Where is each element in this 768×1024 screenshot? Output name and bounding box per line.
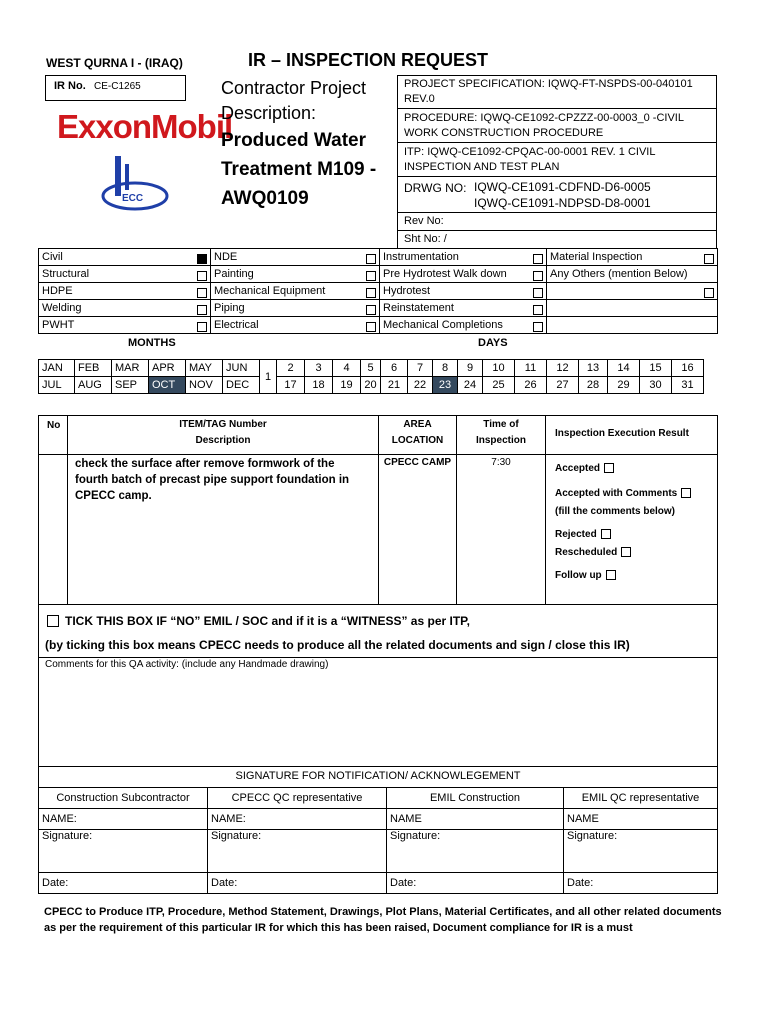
checkbox-icon[interactable] xyxy=(366,288,376,298)
discipline-electrical[interactable]: Electrical xyxy=(211,317,380,334)
day-cell[interactable]: 13 xyxy=(579,360,608,377)
month-cell[interactable]: JAN xyxy=(39,360,75,377)
date-field[interactable]: Date: xyxy=(39,873,208,894)
checkbox-icon[interactable] xyxy=(366,305,376,315)
checkbox-icon[interactable] xyxy=(704,288,714,298)
day-cell[interactable]: 24 xyxy=(458,377,483,394)
discipline-pre-hydrotest[interactable]: Pre Hydrotest Walk down xyxy=(380,266,547,283)
day-cell[interactable]: 7 xyxy=(408,360,433,377)
result-accepted[interactable]: Accepted xyxy=(555,463,614,474)
discipline-nde[interactable]: NDE xyxy=(211,249,380,266)
ir-value: CE-C1265 xyxy=(94,81,141,92)
checkbox-icon[interactable] xyxy=(197,288,207,298)
date-field[interactable]: Date: xyxy=(208,873,387,894)
sig-col: EMIL Construction xyxy=(387,788,564,809)
item-time: 7:30 xyxy=(491,457,511,468)
day-cell[interactable]: 22 xyxy=(408,377,433,394)
discipline-mechanical-completions[interactable]: Mechanical Completions xyxy=(380,317,547,334)
contractor-label: Contractor Project Description: xyxy=(221,78,367,123)
checkbox-icon[interactable] xyxy=(621,547,631,557)
day-cell[interactable]: 17 xyxy=(277,377,305,394)
tick-line-1: TICK THIS BOX IF “NO” EMIL / SOC and if it is a “WITNESS” as per ITP, xyxy=(65,614,470,628)
discipline-row xyxy=(39,317,718,334)
cecc-logo-icon xyxy=(95,150,175,214)
discipline-material-inspection[interactable]: Material Inspection xyxy=(547,249,718,266)
signature-title: SIGNATURE FOR NOTIFICATION/ ACKNOWLEGEMENT xyxy=(235,770,521,782)
sig-col: EMIL QC representative xyxy=(564,788,718,809)
signature-field[interactable]: Signature: xyxy=(208,830,387,873)
checkbox-icon[interactable] xyxy=(197,254,207,264)
day-cell[interactable]: 21 xyxy=(381,377,408,394)
site-label: WEST QURNA I - (IRAQ) xyxy=(46,56,183,70)
day-cell[interactable]: 26 xyxy=(515,377,547,394)
discipline-civil[interactable]: Civil xyxy=(39,249,211,266)
signature-title-box xyxy=(38,766,718,788)
month-cell[interactable]: JUN xyxy=(223,360,260,377)
discipline-piping[interactable]: Piping xyxy=(211,300,380,317)
discipline-any-others: Any Others (mention Below) xyxy=(547,266,718,283)
day-cell[interactable]: 18 xyxy=(305,377,333,394)
signature-field[interactable]: Signature: xyxy=(564,830,718,873)
checkbox-icon[interactable] xyxy=(533,305,543,315)
procedure: PROCEDURE: IQWQ-CE1092-CPZZZ-00-0003_0 -CIVIL WORK CONSTRUCTION PROCEDURE xyxy=(398,109,716,143)
result-rescheduled[interactable]: Rescheduled xyxy=(555,547,631,558)
col-no: No xyxy=(47,420,61,431)
comments-section[interactable] xyxy=(38,657,718,767)
day-cell[interactable]: 20 xyxy=(361,377,381,394)
discipline-empty xyxy=(547,317,718,334)
checkbox-icon[interactable] xyxy=(197,305,207,315)
day-cell[interactable]: 11 xyxy=(515,360,547,377)
item-description: check the surface after remove formwork of the fourth batch of precast pipe support foundation in CPECC camp. xyxy=(75,458,350,502)
spec-block xyxy=(397,75,717,249)
result-accepted-with-comments[interactable]: Accepted with Comments xyxy=(555,488,691,499)
day-cell[interactable]: 8 xyxy=(433,360,458,377)
day-cell[interactable]: 16 xyxy=(672,360,704,377)
item-table xyxy=(38,415,718,605)
col-result: Inspection Execution Result xyxy=(555,428,689,439)
discipline-welding[interactable]: Welding xyxy=(39,300,211,317)
day-cell[interactable]: 14 xyxy=(608,360,640,377)
project-spec: PROJECT SPECIFICATION: IQWQ-FT-NSPDS-00-040101 REV.0 xyxy=(398,76,716,109)
month-cell[interactable]: SEP xyxy=(112,377,149,394)
month-cell[interactable]: NOV xyxy=(186,377,223,394)
col-time: Time of xyxy=(483,419,519,430)
date-field[interactable]: Date: xyxy=(564,873,718,894)
month-cell[interactable]: JUL xyxy=(39,377,75,394)
result-follow-up[interactable]: Follow up xyxy=(555,570,616,581)
discipline-instrumentation[interactable]: Instrumentation xyxy=(380,249,547,266)
ir-number-box xyxy=(45,75,186,101)
checkbox-icon[interactable] xyxy=(533,254,543,264)
day-cell[interactable]: 27 xyxy=(547,377,579,394)
calendar-row-1 xyxy=(39,360,704,377)
calendar-table xyxy=(38,359,704,394)
col-description: Description xyxy=(195,435,251,446)
checkbox-icon[interactable] xyxy=(704,254,714,264)
checkbox-icon[interactable] xyxy=(533,322,543,332)
day-cell[interactable]: 25 xyxy=(483,377,515,394)
signature-name-row xyxy=(39,809,718,830)
day-cell-selected[interactable]: 23 xyxy=(433,377,458,394)
name-field[interactable]: NAME xyxy=(564,809,718,830)
discipline-row xyxy=(39,283,718,300)
days-label: DAYS xyxy=(478,337,508,349)
discipline-row xyxy=(39,266,718,283)
signature-table xyxy=(38,787,718,894)
discipline-painting[interactable]: Painting xyxy=(211,266,380,283)
day-cell[interactable]: 3 xyxy=(305,360,333,377)
sht-no: Sht No: / xyxy=(404,233,447,245)
discipline-pwht[interactable]: PWHT xyxy=(39,317,211,334)
project-description: Produced Water Treatment M109 - AWQ0109 xyxy=(221,130,377,209)
tick-line-2: (by ticking this box means CPECC needs to produce all the related documents and sign / close this IR) xyxy=(45,638,630,652)
day-cell[interactable]: 12 xyxy=(547,360,579,377)
name-field[interactable]: NAME: xyxy=(208,809,387,830)
itp: ITP: IQWQ-CE1092-CPQAC-00-0001 REV. 1 CIVIL INSPECTION AND TEST PLAN xyxy=(398,143,716,177)
rev-no: Rev No: xyxy=(398,213,716,231)
exxonmobil-logo: ExxonMobil xyxy=(57,108,233,145)
day-cell[interactable]: 15 xyxy=(640,360,672,377)
svg-text:ECC: ECC xyxy=(122,193,144,204)
checkbox-icon[interactable] xyxy=(601,529,611,539)
drawing-numbers xyxy=(398,177,716,213)
footer-note: CPECC to Produce ITP, Procedure, Method Statement, Drawings, Plot Plans, Material Certificates, and all other related documents as per the requirement of this particular IR for which this has been raised, Document compliance for IR is a must xyxy=(44,906,722,934)
checkbox-icon[interactable] xyxy=(533,271,543,281)
sig-col: CPECC QC representative xyxy=(208,788,387,809)
drwg-1: IQWQ-CE1091-CDFND-D6-0005 xyxy=(474,180,651,194)
checkbox-icon[interactable] xyxy=(681,488,691,498)
witness-checkbox-icon[interactable] xyxy=(47,615,59,627)
discipline-hydrotest[interactable]: Hydrotest xyxy=(380,283,547,300)
date-field[interactable]: Date: xyxy=(387,873,564,894)
signature-header-row xyxy=(39,788,718,809)
page-title: IR – INSPECTION REQUEST xyxy=(248,50,489,70)
checkbox-icon[interactable] xyxy=(533,288,543,298)
month-cell[interactable]: AUG xyxy=(75,377,112,394)
checkbox-icon[interactable] xyxy=(604,463,614,473)
discipline-empty xyxy=(547,300,718,317)
signature-field[interactable]: Signature: xyxy=(387,830,564,873)
checkbox-icon[interactable] xyxy=(366,271,376,281)
drwg-2: IQWQ-CE1091-NDPSD-D8-0001 xyxy=(474,196,651,210)
col-area: AREA xyxy=(403,419,432,430)
discipline-mechanical-equipment[interactable]: Mechanical Equipment xyxy=(211,283,380,300)
day-cell[interactable]: 1 xyxy=(260,360,277,394)
checkbox-icon[interactable] xyxy=(366,322,376,332)
discipline-structural[interactable]: Structural xyxy=(39,266,211,283)
month-cell[interactable]: FEB xyxy=(75,360,112,377)
discipline-table xyxy=(38,248,718,334)
day-cell[interactable]: 5 xyxy=(361,360,381,377)
day-cell[interactable]: 19 xyxy=(333,377,361,394)
day-cell[interactable]: 10 xyxy=(483,360,515,377)
months-label: MONTHS xyxy=(128,337,176,349)
discipline-reinstatement[interactable]: Reinstatement xyxy=(380,300,547,317)
signature-date-row xyxy=(39,873,718,894)
col-time-2: Inspection xyxy=(475,435,526,446)
day-cell[interactable]: 31 xyxy=(672,377,704,394)
result-rejected[interactable]: Rejected xyxy=(555,529,611,540)
month-cell[interactable]: MAR xyxy=(112,360,149,377)
day-cell[interactable]: 4 xyxy=(333,360,361,377)
discipline-hdpe[interactable]: HDPE xyxy=(39,283,211,300)
checkbox-icon[interactable] xyxy=(197,271,207,281)
month-cell-selected[interactable]: OCT xyxy=(149,377,186,394)
day-cell[interactable]: 2 xyxy=(277,360,305,377)
item-location: CPECC CAMP xyxy=(383,457,452,468)
name-field[interactable]: NAME: xyxy=(39,809,208,830)
checkbox-icon[interactable] xyxy=(606,570,616,580)
discipline-other-blank[interactable] xyxy=(547,283,718,300)
sig-col: Construction Subcontractor xyxy=(39,788,208,809)
col-location: LOCATION xyxy=(391,435,444,446)
month-cell[interactable]: DEC xyxy=(223,377,260,394)
signature-sign-row xyxy=(39,830,718,873)
day-cell[interactable]: 28 xyxy=(579,377,608,394)
day-cell[interactable]: 30 xyxy=(640,377,672,394)
col-item: ITEM/TAG Number xyxy=(179,419,267,430)
day-cell[interactable]: 9 xyxy=(458,360,483,377)
tick-section xyxy=(38,604,718,658)
ir-label: IR No. xyxy=(54,80,86,92)
signature-field[interactable]: Signature: xyxy=(39,830,208,873)
calendar-row-2 xyxy=(39,377,704,394)
month-cell[interactable]: APR xyxy=(149,360,186,377)
day-cell[interactable]: 6 xyxy=(381,360,408,377)
comments-label: Comments for this QA activity: (include any Handmade drawing) xyxy=(45,659,329,670)
name-field[interactable]: NAME xyxy=(387,809,564,830)
result-fill-comments: (fill the comments below) xyxy=(555,506,676,517)
month-cell[interactable]: MAY xyxy=(186,360,223,377)
discipline-row xyxy=(39,249,718,266)
day-cell[interactable]: 29 xyxy=(608,377,640,394)
checkbox-icon[interactable] xyxy=(366,254,376,264)
checkbox-icon[interactable] xyxy=(197,322,207,332)
discipline-row xyxy=(39,300,718,317)
drwg-label: DRWG NO: xyxy=(404,181,467,195)
